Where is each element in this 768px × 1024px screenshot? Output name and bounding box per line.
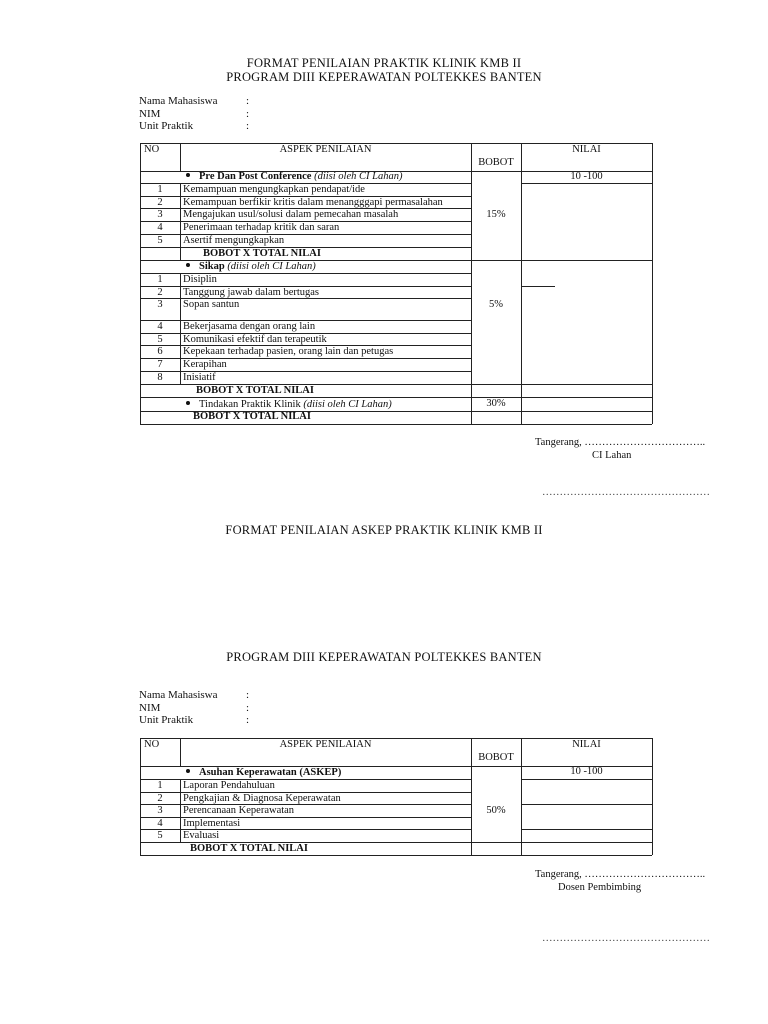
bullet-icon — [186, 263, 190, 267]
row-number: 2 — [157, 793, 163, 804]
row-number: 1 — [157, 780, 163, 791]
column-header-score: NILAI — [572, 739, 601, 750]
total-label: BOBOT X TOTAL NILAI — [203, 248, 321, 259]
form2-title-line2: PROGRAM DIII KEPERAWATAN POLTEKKES BANTEN — [226, 650, 542, 664]
form1-title-line2: PROGRAM DIII KEPERAWATAN POLTEKKES BANTEN — [226, 70, 542, 84]
row-number: 4 — [157, 818, 163, 829]
column-header-no: NO — [144, 739, 160, 750]
field-colon: : — [246, 701, 250, 714]
section-weight: 50% — [486, 805, 506, 816]
field-colon: : — [246, 95, 250, 107]
column-header-aspect: ASPEK PENILAIAN — [279, 144, 372, 155]
row-aspect: Kepekaan terhadap pasien, orang lain dan petugas — [183, 346, 394, 357]
total-label: BOBOT X TOTAL NILAI — [190, 843, 308, 854]
bullet-icon — [186, 401, 190, 405]
row-aspect: Sopan santun — [183, 299, 240, 310]
row-aspect: Kemampuan mengungkapkan pendapat/ide — [183, 184, 365, 195]
bullet-icon — [186, 173, 190, 177]
signature-line: ………………………………………… — [542, 487, 710, 498]
row-aspect: Perencanaan Keperawatan — [183, 805, 295, 816]
section-heading: Tindakan Praktik Klinik (diisi oleh CI Lahan) — [186, 399, 392, 411]
row-aspect: Inisiatif — [183, 372, 216, 383]
field-label: Nama Mahasiswa — [139, 689, 218, 701]
total-label: BOBOT X TOTAL NILAI — [193, 411, 311, 422]
row-number: 7 — [157, 359, 163, 370]
column-header-weight: BOBOT — [478, 752, 514, 763]
row-aspect: Laporan Pendahuluan — [183, 780, 275, 791]
section-heading: Asuhan Keperawatan (ASKEP) — [186, 767, 341, 779]
row-number: 2 — [157, 287, 163, 298]
section-weight: 15% — [486, 209, 506, 220]
signature-line: ………………………………………… — [542, 933, 710, 944]
signature-place-date: Tangerang, …………………………….. — [535, 437, 706, 448]
column-header-no: NO — [144, 144, 160, 155]
signature-place-date: Tangerang, …………………………….. — [535, 869, 706, 880]
row-aspect: Komunikasi efektif dan terapeutik — [183, 334, 327, 345]
form1-title-line1: FORMAT PENILAIAN PRAKTIK KLINIK KMB II — [246, 56, 522, 70]
signature-role: Dosen Pembimbing — [558, 882, 642, 893]
section-heading: Pre Dan Post Conference (diisi oleh CI Lahan) — [186, 171, 402, 183]
field-label: Unit Praktik — [139, 120, 194, 132]
field-colon: : — [246, 689, 250, 701]
row-number: 5 — [157, 830, 163, 841]
row-aspect: Mengajukan usul/solusi dalam pemecahan masalah — [183, 209, 399, 220]
row-number: 1 — [157, 184, 163, 195]
row-number: 5 — [157, 235, 163, 246]
field-label: Unit Praktik — [139, 714, 194, 726]
row-aspect: Asertif mengungkapkan — [183, 235, 285, 246]
row-number: 4 — [157, 222, 163, 233]
field-colon: : — [246, 714, 250, 726]
field-colon: : — [246, 107, 250, 120]
row-number: 2 — [157, 197, 163, 208]
column-header-weight: BOBOT — [478, 157, 514, 168]
field-label: NIM — [139, 107, 161, 120]
field-label: Nama Mahasiswa — [139, 95, 218, 107]
row-number: 3 — [157, 209, 163, 220]
section-heading: Sikap (diisi oleh CI Lahan) — [186, 261, 316, 273]
row-number: 8 — [157, 372, 163, 383]
row-aspect: Kemampuan berfikir kritis dalam menangggapi permasalahan — [183, 197, 443, 208]
row-number: 3 — [157, 805, 163, 816]
score-range: 10 -100 — [570, 766, 603, 777]
row-aspect: Tanggung jawab dalam bertugas — [183, 287, 320, 298]
row-aspect: Penerimaan terhadap kritik dan saran — [183, 222, 340, 233]
row-aspect: Evaluasi — [183, 830, 220, 841]
field-colon: : — [246, 120, 250, 132]
field-label: NIM — [139, 701, 161, 714]
row-number: 6 — [157, 346, 163, 357]
row-aspect: Bekerjasama dengan orang lain — [183, 321, 316, 332]
form2-title-line1: FORMAT PENILAIAN ASKEP PRAKTIK KLINIK KMB II — [225, 523, 543, 537]
row-number: 3 — [157, 299, 163, 310]
row-aspect: Kerapihan — [183, 359, 227, 370]
row-aspect: Implementasi — [183, 818, 241, 829]
score-range: 10 -100 — [570, 171, 603, 182]
row-number: 1 — [157, 274, 163, 285]
signature-role: CI Lahan — [592, 450, 632, 461]
row-aspect: Pengkajian & Diagnosa Keperawatan — [183, 793, 341, 804]
column-header-aspect: ASPEK PENILAIAN — [279, 739, 372, 750]
total-label: BOBOT X TOTAL NILAI — [196, 385, 314, 396]
column-header-score: NILAI — [572, 144, 601, 155]
section-weight: 30% — [486, 398, 506, 409]
row-aspect: Disiplin — [183, 274, 217, 285]
row-number: 5 — [157, 334, 163, 345]
row-number: 4 — [157, 321, 163, 332]
bullet-icon — [186, 769, 190, 773]
section-weight: 5% — [489, 299, 503, 310]
